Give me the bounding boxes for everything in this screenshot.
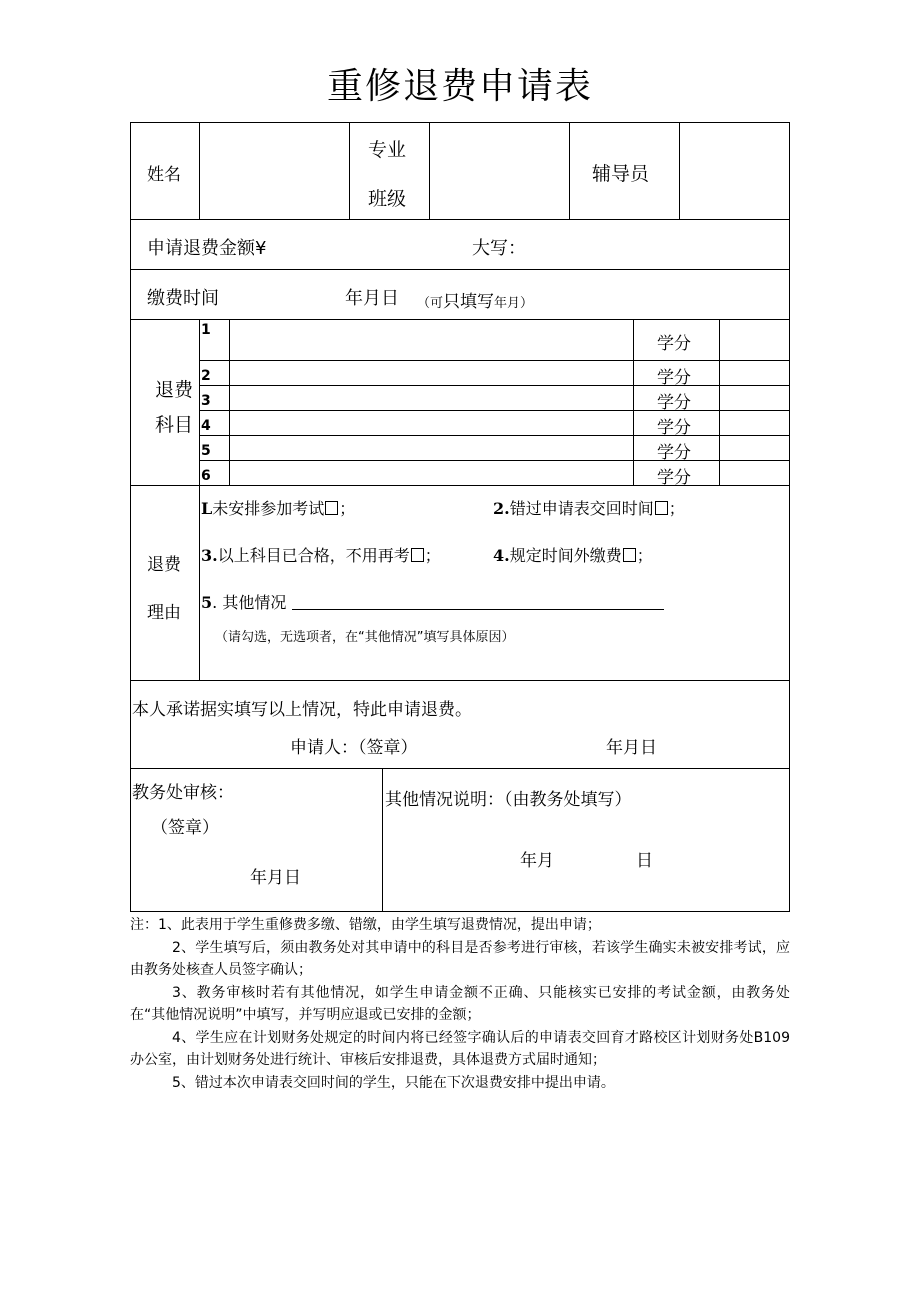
subject-row-divider (199, 385, 790, 386)
subject-row-number: 4 (201, 418, 211, 434)
reason-hint: （请勾选，无选项者，在“其他情况”填写具体原因） (215, 630, 515, 645)
subjects-label-line1: 退费 (155, 379, 194, 401)
subject-credit-label: 学分 (657, 468, 691, 488)
reason-number: 2. (493, 499, 510, 518)
reason-number: 5 (201, 593, 213, 612)
reason-text: 未安排参加考试 (212, 499, 325, 518)
col-divider (199, 319, 200, 680)
row-divider (130, 485, 790, 486)
col-divider (229, 319, 230, 485)
subject-credit-label: 学分 (657, 334, 691, 354)
other-notes-date-ym: 年月 (520, 851, 554, 871)
reasons-label-line1: 退费 (147, 555, 181, 575)
reason-number: 4. (493, 546, 510, 565)
table-border-bottom (130, 911, 790, 912)
page-title: 重修退费申请表 (326, 66, 593, 107)
row-divider (130, 680, 790, 681)
col-divider (569, 122, 570, 219)
table-border-top (130, 122, 790, 123)
note-close: 年月） (494, 296, 534, 311)
note-item: 2、学生填写后，须由教务处对其申请中的科目是否参考进行审核，若该学生确实未被安排考试，应由教务处核查人员签字确认； (130, 939, 790, 978)
payment-time-label: 缴费时间 (147, 288, 219, 309)
applicant-signature: 申请人：（签章） (290, 738, 418, 758)
subject-row-number: 3 (201, 393, 211, 409)
col-divider (679, 122, 680, 219)
subject-credit-label: 学分 (657, 368, 691, 388)
subject-row-divider (199, 460, 790, 461)
review-signature: （签章） (151, 818, 219, 838)
col-divider (382, 768, 383, 912)
other-notes-date-d: 日 (636, 851, 653, 871)
checkbox[interactable] (411, 548, 424, 562)
table-border-left (130, 122, 131, 912)
name-label: 姓名 (147, 165, 181, 185)
dean-review-label: 教务处审核： (132, 783, 234, 803)
note-mid: 只填写 (443, 292, 495, 312)
application-form (130, 122, 790, 912)
subjects-label-line2: 科目 (155, 414, 194, 436)
counselor-label: 辅导员 (592, 163, 650, 185)
row-divider (130, 768, 790, 769)
payment-date-note (417, 287, 533, 312)
reason-option-1[interactable] (201, 496, 355, 519)
reason-option-other[interactable] (201, 590, 664, 613)
reason-text: 以上科目已合格，不用再考 (217, 546, 410, 565)
checkbox[interactable] (623, 548, 636, 562)
pledge-date: 年月日 (606, 738, 657, 758)
reason-punct: ； (636, 546, 653, 565)
major-label: 专业 (368, 139, 407, 161)
table-border-right (789, 122, 790, 912)
checkbox[interactable] (325, 501, 338, 515)
reason-punct: ； (339, 499, 356, 518)
note-item: 3、教务审核时若有其他情况，如学生申请金额不正确、只能核实已安排的考试金额，由教务处在“其他情况说明”中填写，并写明应退或已安排的金额； (130, 984, 790, 1023)
reasons-label-line2: 理由 (147, 603, 181, 623)
reason-number: L (201, 499, 213, 518)
review-date: 年月日 (250, 868, 301, 888)
reason-punct: ； (424, 546, 441, 565)
other-reason-input[interactable] (292, 595, 664, 610)
checkbox[interactable] (655, 501, 668, 515)
row-divider (130, 219, 790, 220)
other-notes-label: 其他情况说明：（由教务处填写） (385, 790, 632, 810)
subject-row-number: 1 (201, 322, 211, 338)
reason-option-2[interactable] (493, 496, 685, 519)
notes-section (130, 914, 790, 1094)
reason-text: . 其他情况 (212, 593, 287, 612)
subject-row-number: 6 (201, 468, 211, 484)
reason-number: 3. (201, 546, 218, 565)
col-divider (349, 122, 350, 219)
row-divider (130, 269, 790, 270)
subject-credit-label: 学分 (657, 393, 691, 413)
col-divider (429, 122, 430, 219)
note-item: 4、学生应在计划财务处规定的时间内将已经签字确认后的申请表交回育才路校区计划财务处B109办公室，由计划财务处进行统计、审核后安排退费，具体退费方式届时通知； (130, 1029, 790, 1068)
reason-punct: ； (668, 499, 685, 518)
reason-option-3[interactable] (201, 543, 441, 566)
refund-amount-label: 申请退费金额¥ (147, 238, 267, 259)
subject-row-divider (199, 360, 790, 361)
note-item: 5、错过本次申请表交回时间的学生，只能在下次退费安排中提出申请。 (172, 1074, 615, 1091)
subject-row-divider (199, 410, 790, 411)
payment-date-label: 年月日 (345, 288, 399, 309)
reason-text: 规定时间外缴费 (509, 546, 622, 565)
col-divider (633, 319, 634, 485)
note-item: 注：1、此表用于学生重修费多缴、错缴，由学生填写退费情况，提出申请； (130, 917, 601, 933)
subject-row-number: 5 (201, 443, 211, 459)
subject-row-number: 2 (201, 368, 211, 384)
col-divider (719, 319, 720, 485)
subject-row-divider (199, 435, 790, 436)
reason-option-4[interactable] (493, 543, 653, 566)
note-open: （可 (417, 296, 444, 311)
subject-credit-label: 学分 (657, 418, 691, 438)
reason-text: 错过申请表交回时间 (509, 499, 654, 518)
class-label: 班级 (368, 188, 407, 210)
col-divider (199, 122, 200, 219)
pledge-text: 本人承诺据实填写以上情况，特此申请退费。 (132, 700, 472, 720)
amount-uppercase-label: 大写： (472, 238, 526, 259)
subject-credit-label: 学分 (657, 443, 691, 463)
